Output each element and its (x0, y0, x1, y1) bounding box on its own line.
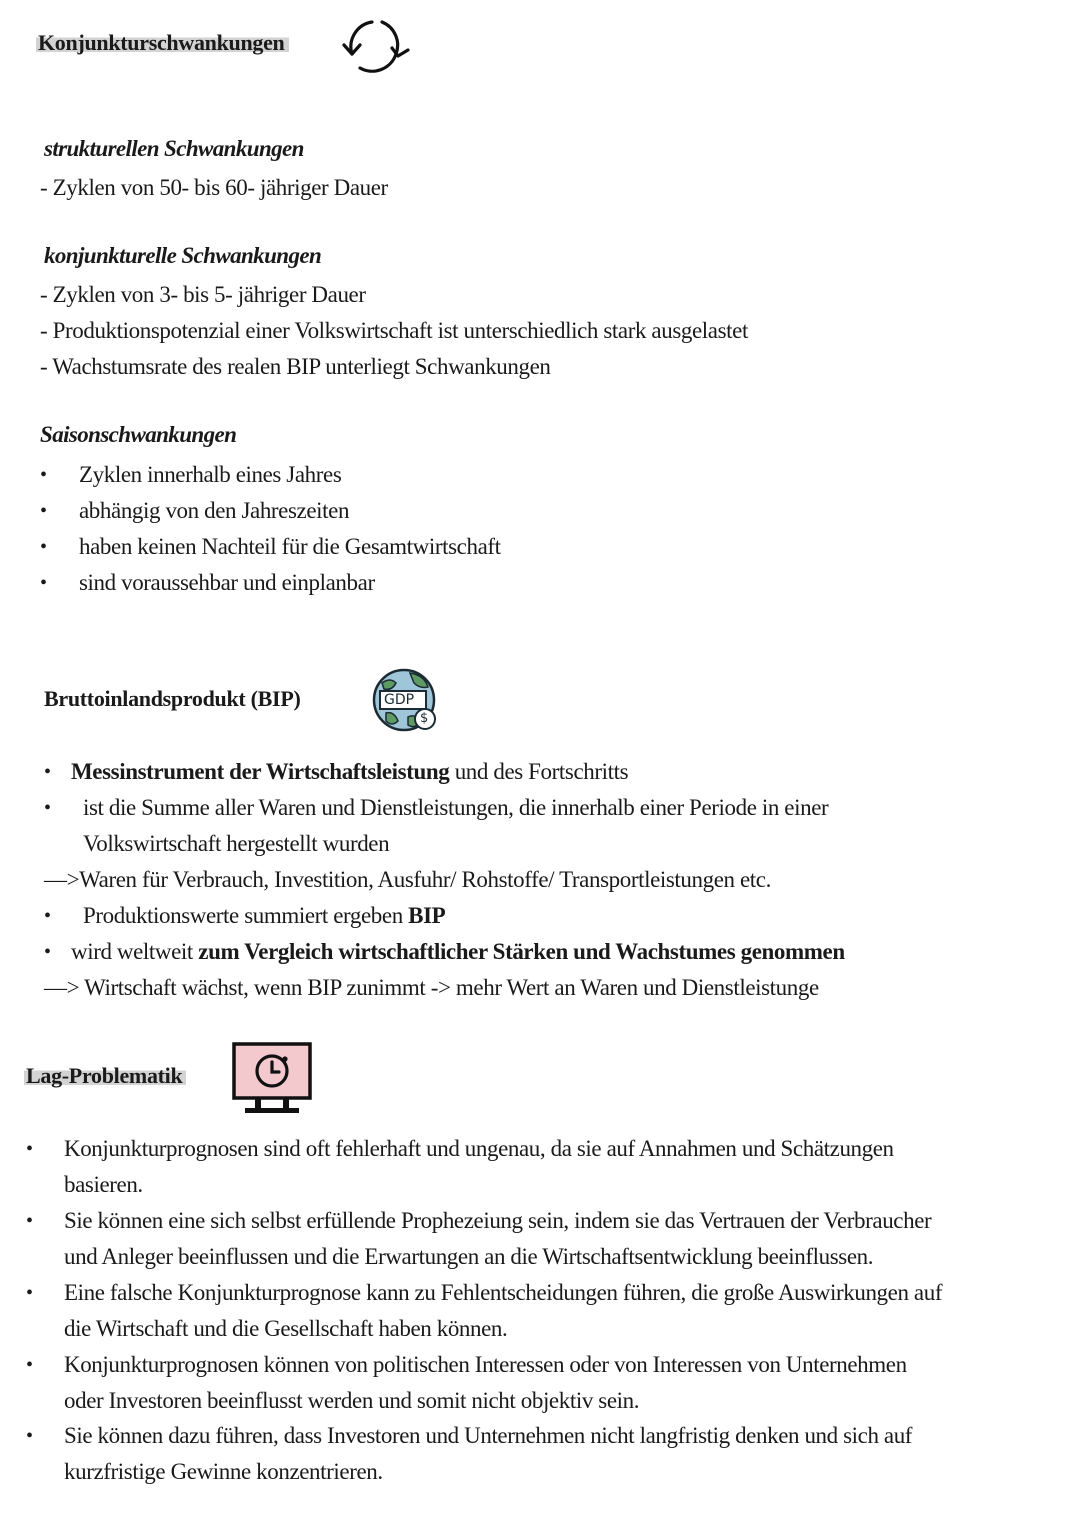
lag-item: Konjunkturprognosen können von politischen Interessen oder von Interessen von Unternehmen (64, 1352, 907, 1377)
bip-item: Messinstrument der Wirtschaftsleistung und des Fortschritts (71, 759, 629, 784)
structural-heading: strukturellen Schwankungen (44, 136, 304, 161)
seasonal-item: haben keinen Nachteil für die Gesamtwirtschaft (79, 534, 501, 559)
seasonal-item: Zyklen innerhalb eines Jahres (79, 462, 342, 487)
bullet-dot: • (44, 797, 52, 819)
bip-arrow-note: —> Wirtschaft wächst, wenn BIP zunimmt -> mehr Wert an Waren und Dienstleistunge (44, 975, 819, 1000)
section3-title: Lag-Problematik (24, 1063, 186, 1089)
seasonal-item: abhängig von den Jahreszeiten (79, 498, 350, 523)
cyclical-line: - Wachstumsrate des realen BIP unterliegt Schwankungen (40, 354, 551, 379)
lag-item: Sie können dazu führen, dass Investoren und Unternehmen nicht langfristig denken und sich auf (64, 1423, 913, 1448)
bullet-dot: • (26, 1425, 34, 1447)
lag-item: Sie können eine sich selbst erfüllende Prophezeiung sein, indem sie das Vertrauen der Verbraucher (64, 1208, 932, 1233)
bullet-dot: • (26, 1282, 34, 1304)
lag-item-continued: basieren. (64, 1172, 143, 1197)
bip-item: wird weltweit zum Vergleich wirtschaftlicher Stärken und Wachstumes genommen (71, 939, 845, 964)
seasonal-item: sind voraussehbar und einplanbar (79, 570, 375, 595)
monitor-clock-icon (231, 1042, 313, 1118)
bip-item: ist die Summe aller Waren und Dienstleistungen, die innerhalb einer Periode in einer (83, 795, 829, 820)
structural-line: - Zyklen von 50- bis 60- jähriger Dauer (40, 175, 388, 200)
lag-item: Eine falsche Konjunkturprognose kann zu Fehlentscheidungen führen, die große Auswirkungen auf (64, 1280, 943, 1305)
bip-arrow-note: —>Waren für Verbrauch, Investition, Ausfuhr/ Rohstoffe/ Transportleistungen etc. (44, 867, 771, 892)
bullet-dot: • (44, 905, 52, 927)
bullet-dot: • (26, 1138, 34, 1160)
bullet-dot: • (40, 500, 48, 522)
section2-title: Bruttoinlandsprodukt (BIP) (44, 686, 301, 711)
bullet-dot: • (26, 1210, 34, 1232)
bullet-dot: • (40, 536, 48, 558)
cyclical-line: - Zyklen von 3- bis 5- jähriger Dauer (40, 282, 366, 307)
lag-item-continued: und Anleger beeinflussen und die Erwartungen an die Wirtschaftsentwicklung beeinflussen. (64, 1244, 874, 1269)
lag-item-continued: die Wirtschaft und die Gesellschaft haben können. (64, 1316, 508, 1341)
bip-item-continued: Volkswirtschaft hergestellt wurden (83, 831, 390, 856)
lag-item-continued: oder Investoren beeinflusst werden und somit nicht objektiv sein. (64, 1388, 640, 1413)
dollar-symbol: $ (420, 711, 429, 726)
seasonal-heading: Saisonschwankungen (40, 422, 237, 447)
cycle-arrows-icon (338, 12, 412, 78)
cyclical-line: - Produktionspotenzial einer Volkswirtschaft ist unterschiedlich stark ausgelastet (40, 318, 748, 343)
bullet-dot: • (44, 761, 52, 783)
section1-title: Konjunkturschwankungen (36, 30, 289, 56)
bullet-dot: • (44, 941, 52, 963)
lag-item-continued: kurzfristige Gewinne konzentrieren. (64, 1459, 383, 1484)
bullet-dot: • (40, 464, 48, 486)
bullet-dot: • (40, 572, 48, 594)
bullet-dot: • (26, 1354, 34, 1376)
gdp-label: GDP (384, 692, 415, 708)
cyclical-heading: konjunkturelle Schwankungen (44, 243, 322, 268)
bip-item: Produktionswerte summiert ergeben BIP (83, 903, 446, 928)
gdp-globe-icon (370, 667, 442, 737)
lag-item: Konjunkturprognosen sind oft fehlerhaft und ungenau, da sie auf Annahmen und Schätzungen (64, 1136, 894, 1161)
